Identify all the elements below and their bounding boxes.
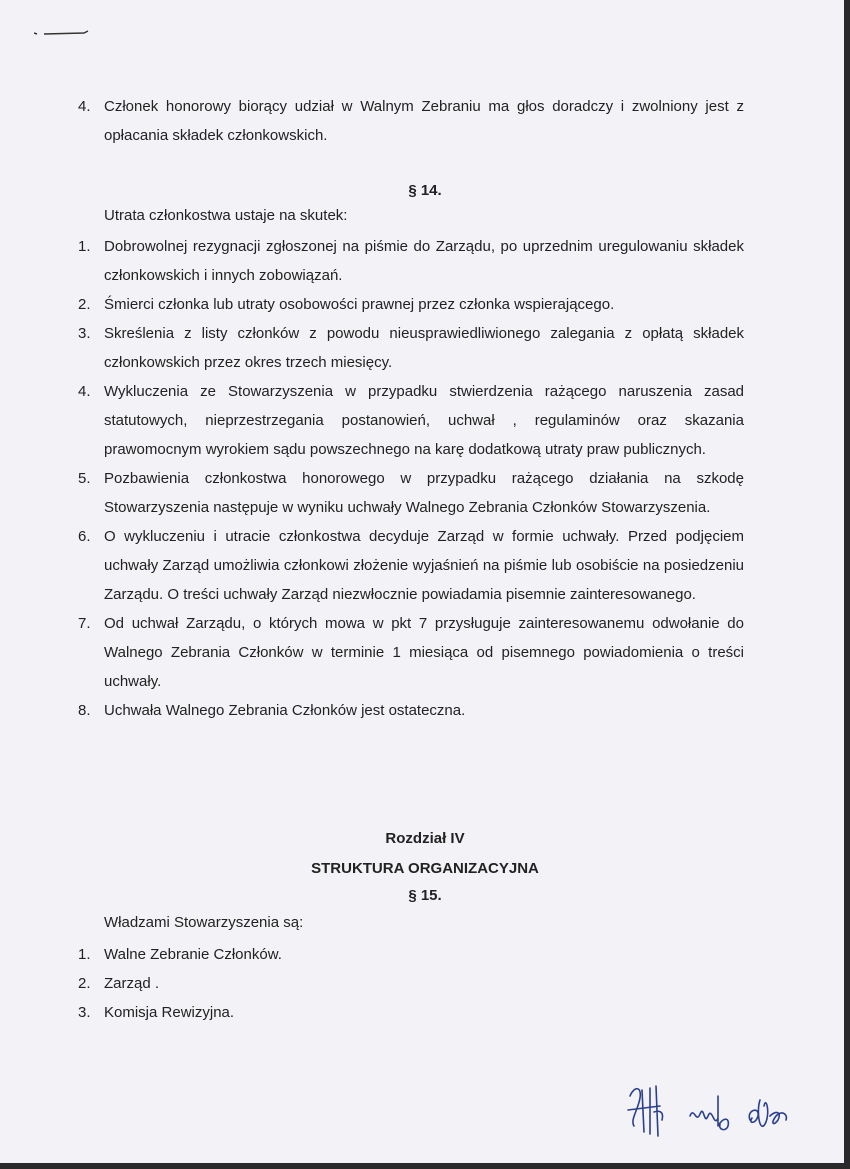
list-item [78,319,744,377]
item-number: 5. [78,470,91,487]
item-number: 4. [78,98,91,115]
item-text: Członek honorowy biorący udział w Walnym Zebraniu ma głos doradczy i zwolniony jest z opłacania składek członkowskich. [104,98,744,144]
item-text: Od uchwał Zarządu, o których mowa w pkt 7 przysługuje zainteresowanemu odwołanie do Walnego Zebrania Członków w terminie 1 miesiąca od pisemnego powiadomienia o treści uchwały. [104,615,744,690]
item-number: 6. [78,528,91,545]
item-number: 7. [78,615,91,632]
handwritten-signature [620,1076,820,1146]
list-item [78,696,744,725]
list-item [78,609,744,696]
list-item [78,998,744,1027]
item-number: 1. [78,238,91,255]
item-text: Uchwała Walnego Zebrania Członków jest ostateczna. [104,702,466,719]
item-text: Dobrowolnej rezygnacji zgłoszonej na piśmie do Zarządu, po uprzednim uregulowaniu składek członkowskich i innych zobowiązań. [104,238,744,284]
scan-artifact [34,30,90,36]
list-item [78,464,744,522]
item-text: Skreślenia z listy członków z powodu nieusprawiedliwionego zalegania z opłatą składek członkowskich przez okres trzech miesięcy. [104,325,744,371]
item-text: O wykluczeniu i utracie członkostwa decyduje Zarząd w formie uchwały. Przed podjęciem uchwały Zarząd umożliwia członkowi złożenie wyjaśnień na piśmie lub osobiście na posiedzeniu Zarządu. O treści uchwały Zarząd niezwłocznie powiadamia pisemnie zainteresowanego. [104,528,744,603]
section-14-list [78,232,744,725]
chapter-subtitle: STRUKTURA ORGANIZACYJNA [311,860,539,877]
item-number: 2. [78,296,91,313]
item-number: 3. [78,325,91,342]
item-number: 4. [78,383,91,400]
item-text: Komisja Rewizyjna. [104,1004,235,1021]
section-14-heading: § 14. [408,182,442,199]
item-text: Śmierci członka lub utraty osobowości prawnej przez członka wspierającego. [104,296,615,313]
list-item [78,969,744,998]
item-number: 2. [78,975,91,992]
chapter-title: Rozdział IV [385,830,465,847]
item-number: 3. [78,1004,91,1021]
item-text: Wykluczenia ze Stowarzyszenia w przypadku stwierdzenia rażącego naruszenia zasad statutowych, nieprzestrzegania postanowień, uchwał , regulaminów oraz skazania prawomocnym wyrokiem sądu powszechnego na karę dodatkową utraty praw publicznych. [104,383,744,458]
section-14-intro: Utrata członkostwa ustaje na skutek: [104,207,348,224]
section-15-heading: § 15. [408,887,442,904]
section-15-intro: Władzami Stowarzyszenia są: [104,914,304,931]
list-item [78,92,744,150]
item-text: Walne Zebranie Członków. [104,946,282,963]
list-item [78,940,744,969]
item-text: Pozbawienia członkostwa honorowego w przypadku rażącego działania na szkodę Stowarzyszenia następuje w wyniku uchwały Walnego Zebrania Członków Stowarzyszenia. [104,470,744,516]
item-number: 1. [78,946,91,963]
item-number: 8. [78,702,91,719]
list-item [78,377,744,464]
continued-list [78,92,744,150]
list-item [78,522,744,609]
section-15-list [78,940,744,1027]
list-item [78,232,744,290]
list-item [78,290,744,319]
item-text: Zarząd . [104,975,160,992]
